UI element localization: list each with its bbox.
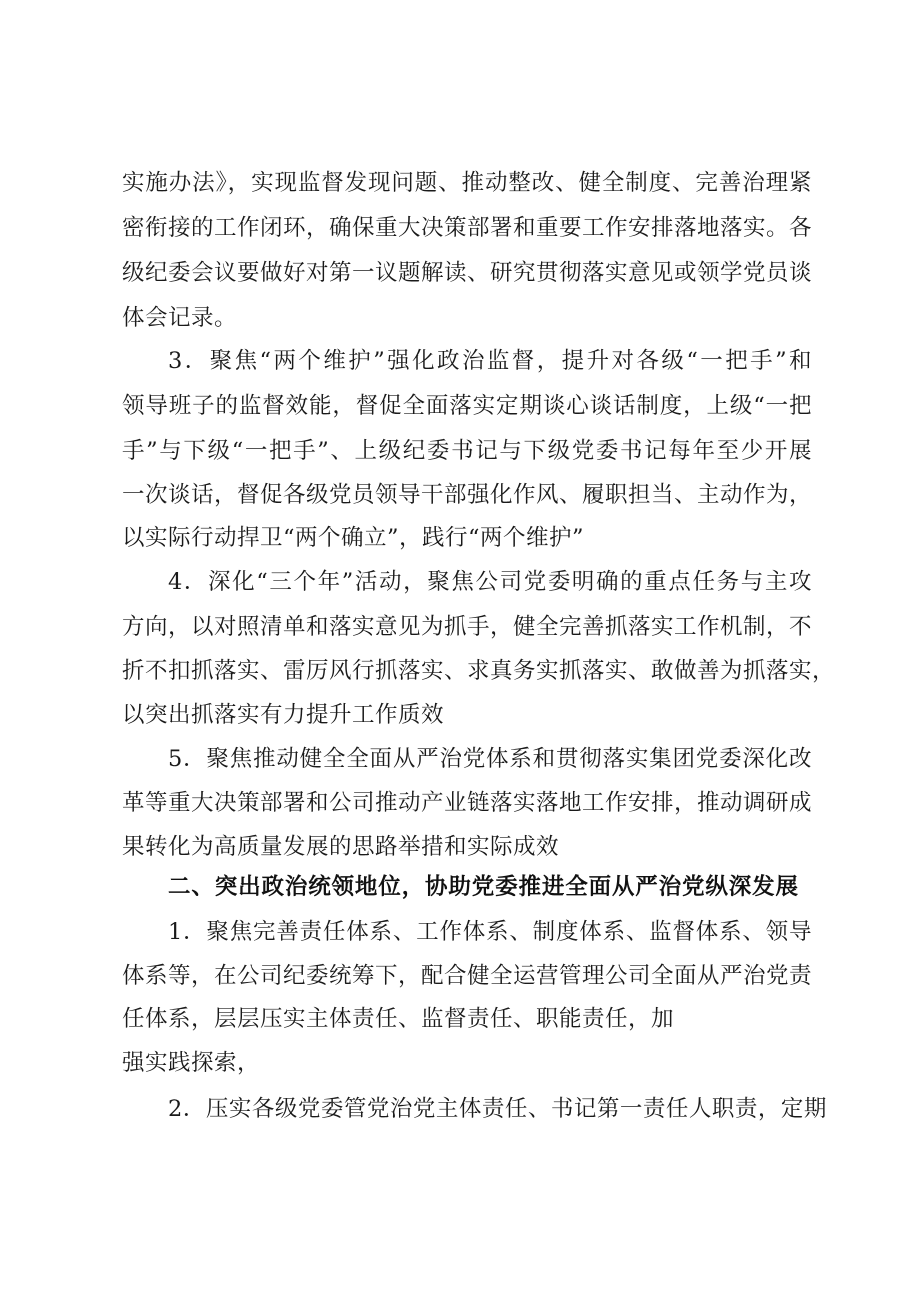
paragraph-line: 体会记录。 <box>122 305 238 331</box>
paragraph-line: 任体系，层层压实主体责任、监督责任、职能责任，加 <box>122 1006 675 1032</box>
paragraph-line: 密衔接的工作闭环，确保重大决策部署和重要工作安排落地落实。各 <box>122 215 813 241</box>
paragraph-line: 革等重大决策部署和公司推动产业链落实落地工作安排，推动调研成 <box>122 790 813 816</box>
paragraph-line: 折不扣抓落实、雷厉风行抓落实、求真务实抓落实、敢做善为抓落实， <box>122 658 836 684</box>
list-item-3-line: 3．聚焦“两个维护”强化政治监督，提升对各级“一把手”和 <box>168 348 812 374</box>
paragraph-line: 实施办法》，实现监督发现问题、推动整改、健全制度、完善治理紧 <box>122 170 812 196</box>
paragraph-line: 领导班子的监督效能，督促全面落实定期谈心谈话制度，上级“一把 <box>122 393 812 419</box>
list-item-5-line: 5．聚焦推动健全全面从严治党体系和贯彻落实集团党委深化改 <box>168 746 812 772</box>
list-item-4-line: 4．深化“三个年”活动，聚焦公司党委明确的重点任务与主攻 <box>168 569 812 595</box>
paragraph-line: 以实际行动捍卫“两个确立”，践行“两个维护” <box>122 525 585 551</box>
section-heading: 二、突出政治统领地位，协助党委推进全面从严治党纵深发展 <box>168 874 798 900</box>
paragraph-line: 一次谈话，督促各级党员领导干部强化作风、履职担当、主动作为， <box>122 482 813 508</box>
paragraph-line: 体系等，在公司纪委统筹下，配合健全运营管理公司全面从严治党责 <box>122 963 813 989</box>
paragraph-line: 果转化为高质量发展的思路举措和实际成效 <box>122 834 560 860</box>
paragraph-line: 强实践探索， <box>122 1050 261 1076</box>
paragraph-line: 以突出抓落实有力提升工作质效 <box>122 702 445 728</box>
paragraph-line: 级纪委会议要做好对第一议题解读、研究贯彻落实意见或领学党员谈 <box>122 260 813 286</box>
paragraph-line: 方向，以对照清单和落实意见为抓手，健全完善抓落实工作机制，不 <box>122 614 813 640</box>
list-item-2-line: 2．压实各级党委管党治党主体责任、书记第一责任人职责，定期 <box>168 1096 827 1122</box>
list-item-1-line: 1．聚焦完善责任体系、工作体系、制度体系、监督体系、领导 <box>168 919 812 945</box>
paragraph-line: 手”与下级“一把手”、上级纪委书记与下级党委书记每年至少开展 <box>122 438 812 464</box>
